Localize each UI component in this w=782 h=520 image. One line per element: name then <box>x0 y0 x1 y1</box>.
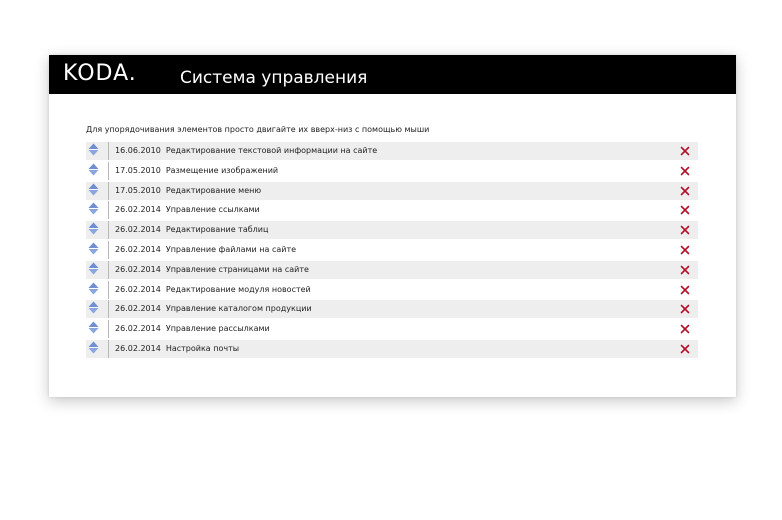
close-icon[interactable] <box>680 166 690 176</box>
close-icon[interactable] <box>680 285 690 295</box>
list-item[interactable] <box>86 300 698 318</box>
drag-handle-icon[interactable] <box>86 182 109 200</box>
item-title: Редактирование текстовой информации на сайте <box>165 146 378 155</box>
item-title: Управление каталогом продукции <box>165 304 312 314</box>
drag-handle-icon[interactable] <box>86 281 109 299</box>
item-title: Управление файлами на сайте <box>165 244 297 254</box>
item-title: Управление рассылками <box>165 324 270 334</box>
sort-hint: Для упорядочивания элементов просто двигайте их вверх-низ с помощью мыши <box>86 125 430 134</box>
list-item[interactable] <box>86 241 698 259</box>
close-icon[interactable] <box>680 344 690 354</box>
item-date: 26.02.2014 <box>115 244 161 254</box>
item-date: 26.02.2014 <box>115 225 161 235</box>
list-item[interactable] <box>86 261 698 279</box>
sortable-list <box>86 142 698 360</box>
list-item[interactable] <box>86 162 698 180</box>
drag-handle-icon[interactable] <box>86 300 109 318</box>
item-date: 26.02.2014 <box>115 205 161 215</box>
list-item[interactable] <box>86 281 698 299</box>
drag-handle-icon[interactable] <box>86 241 109 259</box>
item-date: 17.05.2010 <box>115 185 161 195</box>
drag-handle-icon[interactable] <box>86 320 109 338</box>
page-title: Система управления <box>180 68 368 88</box>
item-date: 26.02.2014 <box>115 304 161 314</box>
item-title: Редактирование модуля новостей <box>165 284 311 294</box>
close-icon[interactable] <box>680 265 690 275</box>
drag-handle-icon[interactable] <box>86 142 109 160</box>
item-date: 26.02.2014 <box>115 324 161 334</box>
close-icon[interactable] <box>680 324 690 334</box>
close-icon[interactable] <box>680 186 690 196</box>
close-icon[interactable] <box>680 205 690 215</box>
list-item[interactable] <box>86 221 698 239</box>
header-bar <box>49 55 736 94</box>
logo: KODA. <box>63 61 137 86</box>
item-date: 26.02.2014 <box>115 284 161 294</box>
drag-handle-icon[interactable] <box>86 162 109 180</box>
item-date: 26.02.2014 <box>115 343 161 353</box>
cms-window <box>49 55 736 397</box>
list-item[interactable] <box>86 340 698 358</box>
item-title: Управление страницами на сайте <box>165 264 309 274</box>
item-date: 16.06.2010 <box>115 146 161 155</box>
drag-handle-icon[interactable] <box>86 340 109 358</box>
item-title: Настройка почты <box>165 343 240 353</box>
item-title: Редактирование меню <box>165 185 262 195</box>
list-item[interactable] <box>86 320 698 338</box>
item-title: Управление ссылками <box>165 205 260 215</box>
drag-handle-icon[interactable] <box>86 201 109 219</box>
drag-handle-icon[interactable] <box>86 261 109 279</box>
list-item[interactable] <box>86 201 698 219</box>
close-icon[interactable] <box>680 245 690 255</box>
list-item[interactable] <box>86 142 698 160</box>
drag-handle-icon[interactable] <box>86 221 109 239</box>
close-icon[interactable] <box>680 304 690 314</box>
close-icon[interactable] <box>680 225 690 235</box>
item-title: Размещение изображений <box>165 165 279 175</box>
item-date: 17.05.2010 <box>115 165 161 175</box>
item-date: 26.02.2014 <box>115 264 161 274</box>
item-title: Редактирование таблиц <box>165 225 269 235</box>
close-icon[interactable] <box>680 146 690 156</box>
list-item[interactable] <box>86 182 698 200</box>
